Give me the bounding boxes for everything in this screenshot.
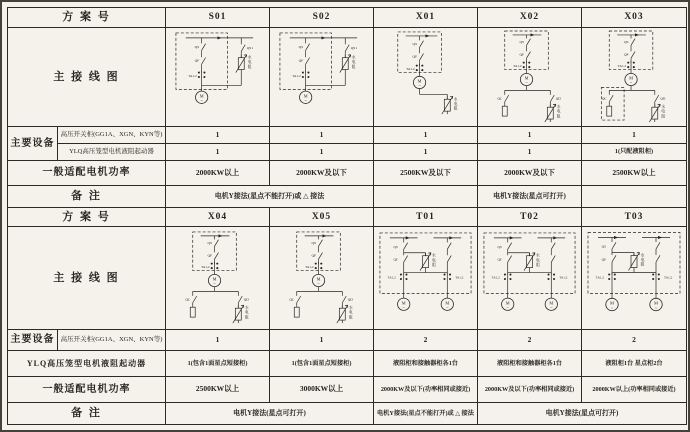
svg-text:~: ~ <box>317 281 320 287</box>
svg-text:~: ~ <box>213 281 216 287</box>
wiring-diagram <box>166 28 269 126</box>
svg-text:电: 电 <box>247 60 252 65</box>
scheme-number: S01 <box>166 8 270 28</box>
svg-text:~: ~ <box>418 83 421 89</box>
svg-text:阻: 阻 <box>351 64 356 69</box>
ylq-qty: 液阻柜和接触器柜各1台 <box>374 351 478 377</box>
svg-text:QS: QS <box>497 244 502 249</box>
svg-text:QC: QC <box>601 96 607 101</box>
svg-text:阻: 阻 <box>556 114 561 119</box>
svg-text:QS: QS <box>194 44 200 49</box>
svg-text:阻: 阻 <box>432 262 436 267</box>
svg-text:电: 电 <box>556 109 561 114</box>
svg-text:QS1: QS1 <box>350 45 358 50</box>
svg-text:QF: QF <box>194 58 200 63</box>
remark-cell <box>582 186 686 208</box>
svg-text:QD: QD <box>660 96 666 101</box>
hv-cabinet-qty: 2 <box>582 330 686 351</box>
svg-text:QF: QF <box>393 257 398 262</box>
hv-cabinet-qty: 1 <box>270 127 374 144</box>
wiring-diagram-cell <box>374 28 478 127</box>
scheme-number: X02 <box>478 8 582 28</box>
svg-text:M: M <box>549 300 554 306</box>
svg-text:QF: QF <box>601 257 606 262</box>
hv-cabinet-qty: 2 <box>374 330 478 351</box>
svg-text:QS: QS <box>311 240 317 245</box>
remark-cell: 电机Y接法(星点可打开) <box>545 409 619 418</box>
svg-text:TA1,2: TA1,2 <box>201 265 210 270</box>
svg-text:QC: QC <box>185 297 191 302</box>
hv-cabinet-qty: 1 <box>582 127 686 144</box>
wiring-diagram-cell <box>166 227 270 330</box>
svg-text:~: ~ <box>402 304 405 310</box>
scheme-number: X04 <box>166 208 270 227</box>
svg-text:TA1,2: TA1,2 <box>406 67 415 72</box>
svg-text:水: 水 <box>536 253 540 258</box>
motor-power: 2000KW及以下 <box>478 161 582 186</box>
motor-power: 2000KW及以下(功率相同或接近) <box>374 377 478 403</box>
svg-text:QS: QS <box>207 240 213 245</box>
wiring-diagram <box>478 227 581 329</box>
svg-text:M: M <box>505 300 510 306</box>
svg-text:电: 电 <box>432 258 436 263</box>
svg-text:QD: QD <box>347 297 353 302</box>
svg-text:~: ~ <box>654 305 658 311</box>
ylq-qty: 1 <box>270 144 374 161</box>
ylq-qty: 1 <box>166 144 270 161</box>
svg-text:电: 电 <box>640 258 645 263</box>
svg-text:阻: 阻 <box>536 262 540 267</box>
svg-text:~: ~ <box>200 98 203 104</box>
svg-text:电: 电 <box>351 60 356 65</box>
row-label-scheme-no: 方 案 号 <box>8 8 166 28</box>
ylq-qty: 1(包含1面星点短接柜) <box>270 351 374 377</box>
scheme-number: X03 <box>582 8 686 28</box>
row-label-hv-cabinet: 高压开关柜(GG1A、XGN、KYN等) <box>58 127 166 144</box>
wiring-diagram <box>374 28 477 126</box>
remark-cell: 电机Y接法(星点不能打开)或 △ 接法 <box>374 403 478 424</box>
ylq-qty: 1 <box>374 144 478 161</box>
svg-text:M: M <box>445 300 450 306</box>
svg-text:M: M <box>303 93 308 99</box>
svg-text:QS: QS <box>412 41 418 46</box>
ylq-qty: 液阻柜1台 星点柜2台 <box>582 351 686 377</box>
svg-text:QF: QF <box>298 58 304 63</box>
svg-text:TA1,2: TA1,2 <box>513 64 522 69</box>
ylq-qty: 液阻柜和接触器柜各1台 <box>478 351 582 377</box>
svg-text:~: ~ <box>506 304 509 310</box>
motor-power: 2500KW以上 <box>582 161 686 186</box>
svg-text:~: ~ <box>550 304 553 310</box>
svg-text:~: ~ <box>610 305 614 311</box>
motor-power: 3000KW以上 <box>270 377 374 403</box>
scheme-selection-table <box>7 7 687 425</box>
svg-text:QF: QF <box>412 54 418 59</box>
scheme-number: X01 <box>374 8 478 28</box>
svg-text:TA1,2: TA1,2 <box>559 275 568 280</box>
row-label-motor-power: 一般适配电机功率 <box>8 377 166 403</box>
svg-text:M: M <box>610 300 614 306</box>
wiring-diagram <box>270 28 373 126</box>
svg-text:TA1,2: TA1,2 <box>617 64 627 69</box>
hv-cabinet-qty: 1 <box>166 127 270 144</box>
svg-text:QF: QF <box>497 257 502 262</box>
motor-power: 2500KW及以下 <box>374 161 478 186</box>
motor-power: 2000KW及以下(功率相同或接近) <box>478 377 582 403</box>
svg-text:QS1: QS1 <box>246 45 254 50</box>
svg-text:~: ~ <box>304 98 307 104</box>
wiring-diagram <box>582 28 686 126</box>
svg-text:QF: QF <box>519 52 525 57</box>
svg-text:TA1,2: TA1,2 <box>455 275 464 280</box>
svg-text:~: ~ <box>446 304 449 310</box>
scheme-number: T03 <box>582 208 686 227</box>
motor-power: 2000KW以上(功率相同或接近) <box>582 377 686 403</box>
ylq-qty: 1(包含1面星点短接柜) <box>166 351 270 377</box>
hv-cabinet-qty: 1 <box>374 127 478 144</box>
scheme-number: T02 <box>478 208 582 227</box>
wiring-diagram <box>478 28 581 126</box>
row-label-hv-cabinet: 高压开关柜(GG1A、XGN、KYN等) <box>58 330 166 351</box>
wiring-diagram-cell <box>582 227 686 330</box>
row-label-main-equipment: 主要设备 <box>8 127 58 161</box>
svg-text:阻: 阻 <box>453 106 458 111</box>
remark-cell: 电机Y接法(星点不能打开)或 △ 接法 <box>166 186 374 208</box>
svg-text:TA1,2: TA1,2 <box>664 275 673 280</box>
hv-cabinet-qty: 1 <box>166 330 270 351</box>
svg-text:TA1,2: TA1,2 <box>491 275 500 280</box>
svg-text:阻: 阻 <box>661 114 666 119</box>
wiring-diagram <box>166 227 269 329</box>
row-label-ylq-starter: YLQ高压笼型电机液阻起动器 <box>58 144 166 161</box>
svg-text:水: 水 <box>432 253 436 258</box>
svg-text:TA1,2: TA1,2 <box>188 74 197 78</box>
svg-text:M: M <box>401 300 406 306</box>
svg-text:电: 电 <box>536 258 540 263</box>
svg-text:水: 水 <box>640 253 645 258</box>
svg-text:~: ~ <box>629 80 633 86</box>
svg-text:阻: 阻 <box>244 315 249 320</box>
row-label-remarks: 备 注 <box>8 403 166 424</box>
remark-cell: 电机Y接法(星点可打开) <box>478 186 582 208</box>
svg-text:水: 水 <box>661 105 666 110</box>
svg-text:TA1,2: TA1,2 <box>387 275 396 280</box>
wiring-diagram-cell <box>478 227 582 330</box>
row-label-main-equipment: 主要设备 <box>8 330 58 351</box>
svg-text:QF: QF <box>207 253 213 258</box>
svg-text:QF: QF <box>624 52 629 57</box>
row-label-remarks: 备 注 <box>8 186 166 208</box>
hv-cabinet-qty: 1 <box>478 127 582 144</box>
svg-text:M: M <box>629 75 633 81</box>
wiring-diagram <box>374 227 477 329</box>
svg-text:水: 水 <box>348 306 353 311</box>
svg-text:QS: QS <box>519 39 525 44</box>
svg-text:M: M <box>417 78 422 84</box>
svg-text:阻: 阻 <box>247 64 252 69</box>
svg-text:M: M <box>212 276 217 282</box>
wiring-diagram-cell <box>478 28 582 127</box>
motor-power: 2000KW及以下 <box>270 161 374 186</box>
wiring-diagram-cell <box>166 28 270 127</box>
row-label-main-wiring: 主 接 线 图 <box>8 28 166 127</box>
svg-text:~: ~ <box>525 80 528 86</box>
remark-cell <box>374 186 478 208</box>
svg-text:M: M <box>654 300 658 306</box>
svg-text:TA1,2: TA1,2 <box>292 74 301 78</box>
svg-text:电: 电 <box>348 310 353 315</box>
svg-text:水: 水 <box>244 306 249 311</box>
row-label-ylq-starter: YLQ高压笼型电机液阻起动器 <box>8 351 166 377</box>
row-label-main-wiring: 主 接 线 图 <box>8 227 166 330</box>
wiring-diagram-cell <box>270 227 374 330</box>
wiring-diagram-cell <box>270 28 374 127</box>
row-label-scheme-no: 方 案 号 <box>8 208 166 227</box>
wiring-diagram-cell <box>374 227 478 330</box>
svg-text:水: 水 <box>453 97 458 102</box>
scheme-number: T01 <box>374 208 478 227</box>
hv-cabinet-qty: 1 <box>270 330 374 351</box>
svg-text:水: 水 <box>247 55 252 60</box>
svg-text:水: 水 <box>351 55 356 60</box>
svg-text:QD: QD <box>555 96 561 101</box>
svg-text:M: M <box>199 93 204 99</box>
wiring-diagram <box>582 227 686 329</box>
scheme-number: X05 <box>270 208 374 227</box>
svg-text:电: 电 <box>453 101 458 106</box>
svg-text:阻: 阻 <box>640 262 645 267</box>
svg-text:QS: QS <box>601 244 606 249</box>
svg-text:M: M <box>524 75 529 81</box>
hv-cabinet-qty: 2 <box>478 330 582 351</box>
scheme-number: S02 <box>270 8 374 28</box>
svg-text:电: 电 <box>244 310 249 315</box>
wiring-diagram-cell <box>582 28 686 127</box>
svg-text:QC: QC <box>289 297 295 302</box>
ylq-qty: 1 <box>478 144 582 161</box>
svg-text:阻: 阻 <box>348 315 353 320</box>
wiring-diagram <box>270 227 373 329</box>
ylq-qty: 1(只配液阻柜) <box>582 144 686 161</box>
svg-text:QC: QC <box>497 96 503 101</box>
svg-text:电: 电 <box>661 109 666 114</box>
svg-text:QS: QS <box>393 244 398 249</box>
remark-cell: 电机Y接法(星点可打开) <box>166 403 374 424</box>
motor-power: 2000KW以上 <box>166 161 270 186</box>
svg-text:QS: QS <box>624 39 629 44</box>
svg-text:QD: QD <box>243 297 249 302</box>
svg-text:TA1,2: TA1,2 <box>595 275 604 280</box>
svg-text:QS: QS <box>298 44 304 49</box>
motor-power: 2500KW以上 <box>166 377 270 403</box>
svg-text:M: M <box>316 276 321 282</box>
svg-text:TA1,2: TA1,2 <box>305 265 314 270</box>
svg-text:QF: QF <box>311 253 317 258</box>
row-label-motor-power: 一般适配电机功率 <box>8 161 166 186</box>
svg-text:水: 水 <box>556 105 561 110</box>
